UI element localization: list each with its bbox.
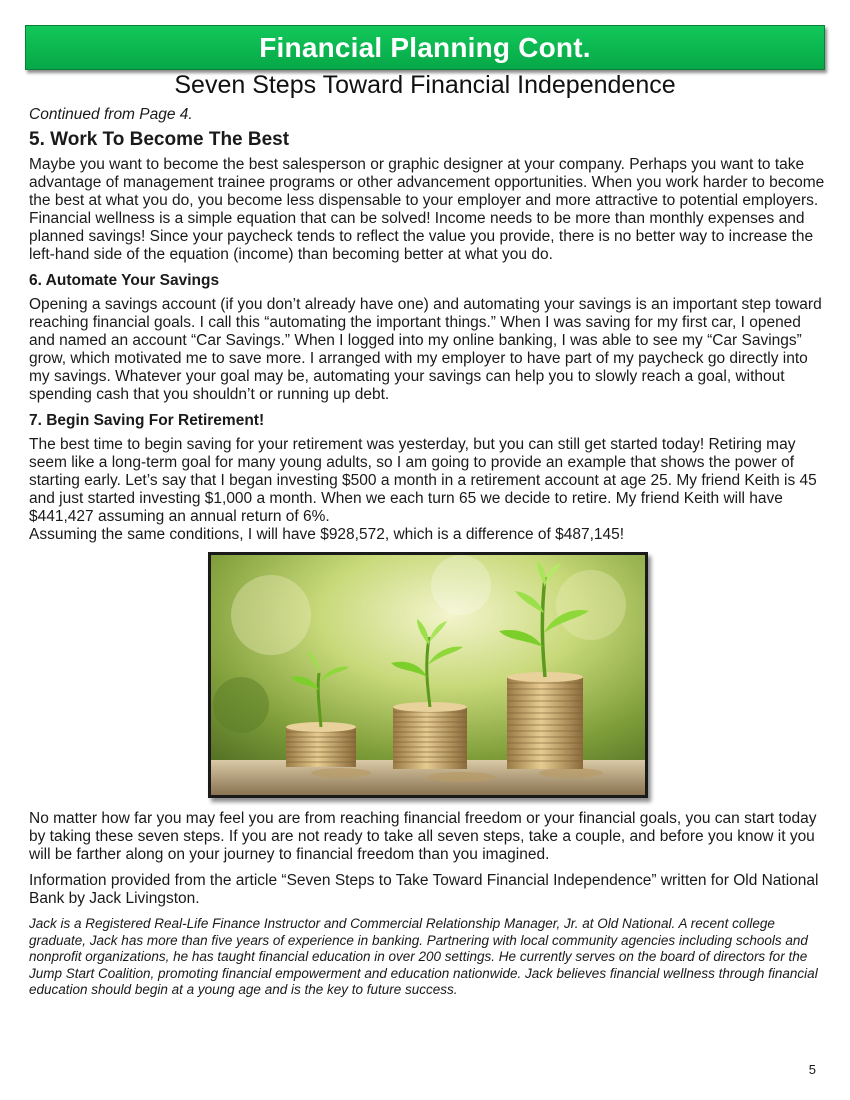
coin-stacks-with-seedlings-photo-icon — [211, 555, 645, 795]
step6-body: Opening a savings account (if you don’t already have one) and automating your savings is an important step toward reaching financial goals. I call this “automating the important things.” When I was saving for my first car, I opened and named an account “Car Savings.” When I logged into my online banking, I was able to see my “Car Savings” grow, which motivated me to save more. I arranged with my employer to have part of my paycheck go directly into my savings. Whatever your goal may be, automating your savings can help you to slowly reach a goal, without spending cash that you shouldn’t or running up debt. — [29, 296, 822, 403]
page-subtitle: Seven Steps Toward Financial Independence — [174, 71, 676, 99]
page-number: 5 — [808, 1062, 816, 1077]
step7-heading: 7. Begin Saving For Retirement! — [29, 412, 265, 429]
article — [29, 106, 826, 999]
banner — [25, 25, 825, 70]
step7-body-1: The best time to begin saving for your retirement was yesterday, but you can still get started today! Retiring may seem like a long-term goal for many young adults, so I am going to provide an example that shows the power of starting early. Let’s say that I began investing $500 a month in a retirement account at age 25. My friend Keith is 45 and just started investing $1,000 a month. When we each turn 65 we decide to retire. My friend Keith will have $441,427 assuming an annual return of 6%. — [29, 436, 817, 525]
banner-title: Financial Planning Cont. — [259, 31, 591, 63]
step5-body: Maybe you want to become the best salesperson or graphic designer at your company. Perhaps you want to take advantage of management trainee programs or other advancement opportunities. When you work harder to become the best at what you do, you become less dispensable to your employer and more attractive to potential employers. Financial wellness is a simple equation that can be solved! Income needs to be more than monthly expenses and planned savings! Since your paycheck tends to reflect the value you provide, there is no better way to increase the left-hand side of the equation (income) than becoming better at what you do. — [29, 156, 825, 263]
source-note: Information provided from the article “Seven Steps to Take Toward Financial Independence” written for Old National Bank by Jack Livingston. — [29, 872, 819, 907]
step6-heading: 6. Automate Your Savings — [29, 272, 220, 289]
author-bio: Jack is a Registered Real-Life Finance Instructor and Commercial Relationship Manager, Jr. at Old National. A recent college graduate, Jack has more than five years of experience in banking. Partnering with local community agencies including schools and nonprofit organizations, he has taught financial education in over 200 settings. He currently serves on the board of directors for the Jump Start Coalition, promoting financial empowerment and education nationwide. Jack believes financial wellness through financial education should begin at a young age and is the key to future success. — [29, 916, 818, 997]
closing-paragraph: No matter how far you may feel you are from reaching financial freedom or your financial goals, you can start today by taking these seven steps. If you are not ready to take all seven steps, take a couple, and before you know it you will be farther along on your journey to financial freedom than you imagined. — [29, 810, 817, 863]
step7-body-2: Assuming the same conditions, I will have $928,572, which is a difference of $487,145! — [29, 526, 625, 543]
continued-note: Continued from Page 4. — [29, 106, 193, 123]
coin-plants-photo — [208, 552, 648, 798]
step5-heading: 5. Work To Become The Best — [29, 129, 290, 150]
